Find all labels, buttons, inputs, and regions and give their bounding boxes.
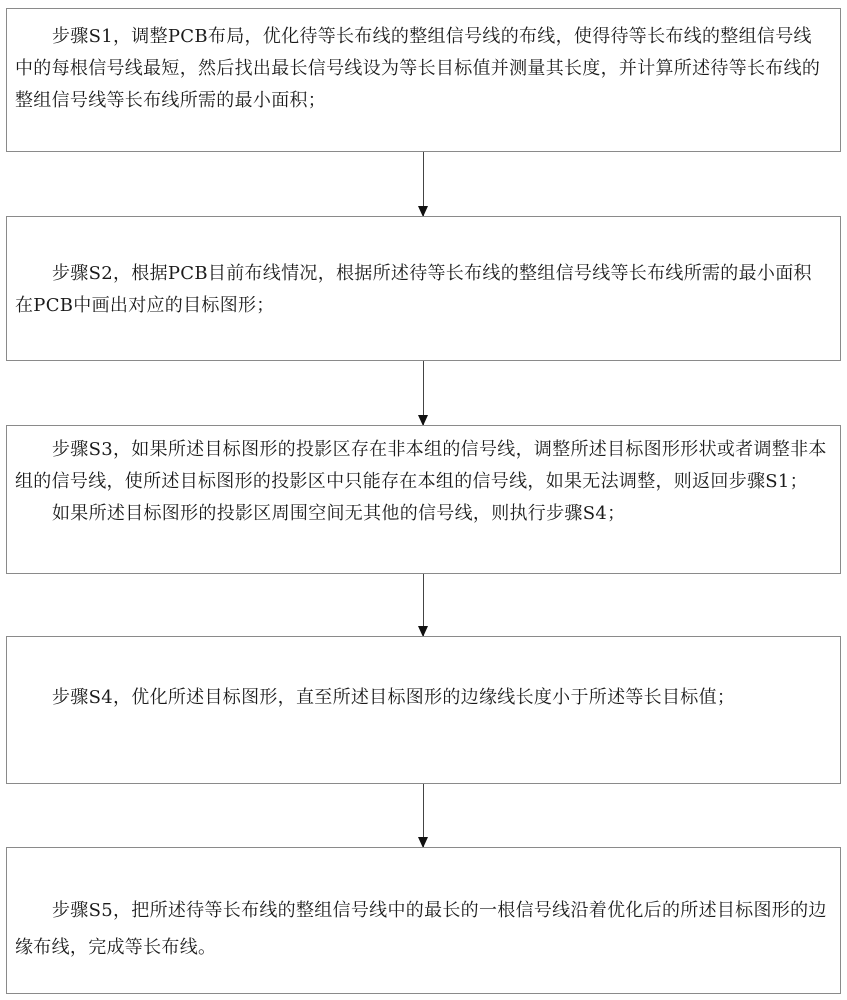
step-s3-box	[6, 425, 841, 574]
step-s3-text: 步骤S3，如果所述目标图形的投影区存在非本组的信号线，调整所述目标图形形状或者调整非本组的信号线，使所述目标图形的投影区中只能存在本组的信号线，如果无法调整，则返回步骤S1；	[15, 439, 827, 492]
arrow-s2-to-s3	[423, 361, 424, 425]
step-s2-box	[6, 216, 841, 361]
step-s3-text-2: 如果所述目标图形的投影区周围空间无其他的信号线，则执行步骤S4；	[52, 503, 626, 524]
arrow-s3-to-s4	[423, 574, 424, 636]
step-s1-text: 步骤S1，调整PCB布局，优化待等长布线的整组信号线的布线，使得待等长布线的整组信号线中的每根信号线最短，然后找出最长信号线设为等长目标值并测量其长度，并计算所述待等长布线的整组信号线等长布线所需的最小面积；	[15, 26, 821, 111]
arrow-s4-to-s5	[423, 784, 424, 847]
step-s1-box	[6, 8, 841, 152]
arrow-s1-to-s2	[423, 152, 424, 216]
step-s5-text: 步骤S5，把所述待等长布线的整组信号线中的最长的一根信号线沿着优化后的所述目标图形的边缘布线，完成等长布线。	[15, 900, 827, 958]
step-s5-box	[6, 847, 841, 994]
step-s2-text: 步骤S2，根据PCB目前布线情况，根据所述待等长布线的整组信号线等长布线所需的最小面积在PCB中画出对应的目标图形；	[15, 263, 812, 316]
step-s4-text: 步骤S4，优化所述目标图形，直至所述目标图形的边缘线长度小于所述等长目标值；	[52, 687, 736, 708]
step-s4-box	[6, 636, 841, 784]
